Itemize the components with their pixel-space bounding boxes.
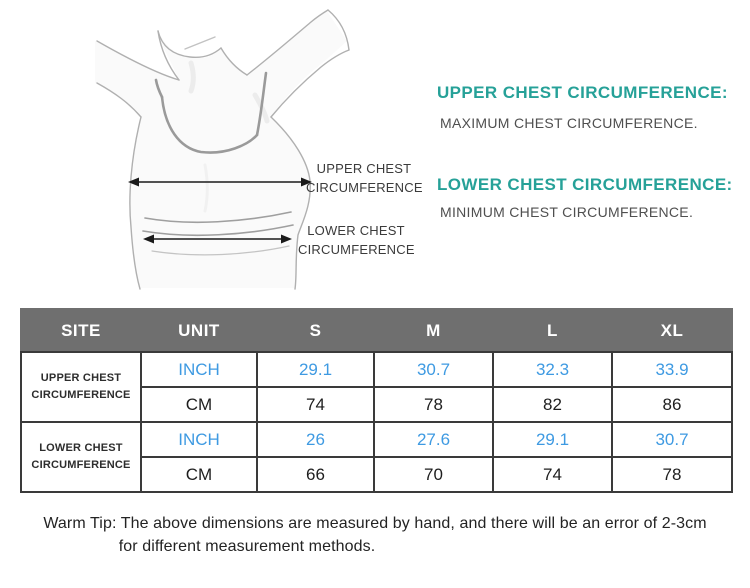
upper-chest-definition-heading: UPPER CHEST CIRCUMFERENCE: [437,83,728,102]
value-cell: 74 [257,387,374,422]
site-lower-line1: LOWER CHEST [39,442,123,454]
value-cell: 32.3 [493,352,612,387]
unit-inch-label: INCH [141,422,257,457]
lower-chest-arrow-label-line2: CIRCUMFERENCE [298,242,415,257]
header-size-l: L [493,309,612,352]
lower-chest-arrow-label [298,221,414,259]
size-table-header-row [21,309,732,352]
table-row [21,422,732,457]
header-size-s: S [257,309,374,352]
site-lower-line2: CIRCUMFERENCE [31,459,131,471]
table-row [21,352,732,387]
site-upper-chest [21,352,141,422]
unit-cm-label: CM [141,387,257,422]
value-cell: 30.7 [374,352,493,387]
value-cell: 26 [257,422,374,457]
lower-chest-definition-heading: LOWER CHEST CIRCUMFERENCE: [437,175,733,194]
value-cell: 86 [612,387,732,422]
unit-cm-label: CM [141,457,257,492]
warm-tip-line2: for different measurement methods. [118,538,376,555]
value-cell: 27.6 [374,422,493,457]
upper-chest-arrow-label-line2: CIRCUMFERENCE [306,180,423,195]
value-cell: 33.9 [612,352,732,387]
lower-chest-arrow-label-line1: LOWER CHEST [307,223,405,238]
header-size-m: M [374,309,493,352]
header-unit: UNIT [141,309,257,352]
value-cell: 74 [493,457,612,492]
value-cell: 82 [493,387,612,422]
upper-chest-arrow-label [306,159,422,197]
upper-chest-arrow-label-line1: UPPER CHEST [316,161,412,176]
site-upper-line1: UPPER CHEST [40,372,122,384]
lower-chest-definition-text: MINIMUM CHEST CIRCUMFERENCE. [440,204,694,220]
site-upper-line2: CIRCUMFERENCE [31,389,131,401]
value-cell: 66 [257,457,374,492]
value-cell: 29.1 [257,352,374,387]
upper-chest-definition-text: MAXIMUM CHEST CIRCUMFERENCE. [440,115,698,131]
unit-inch-label: INCH [141,352,257,387]
value-cell: 29.1 [493,422,612,457]
value-cell: 30.7 [612,422,732,457]
value-cell: 70 [374,457,493,492]
size-table [20,308,733,493]
warm-tip-line1: Warm Tip: The above dimensions are measured by hand, and there will be an error of 2-3cm [43,515,707,532]
header-site: SITE [21,309,141,352]
value-cell: 78 [612,457,732,492]
header-size-xl: XL [612,309,732,352]
value-cell: 78 [374,387,493,422]
site-lower-chest [21,422,141,492]
